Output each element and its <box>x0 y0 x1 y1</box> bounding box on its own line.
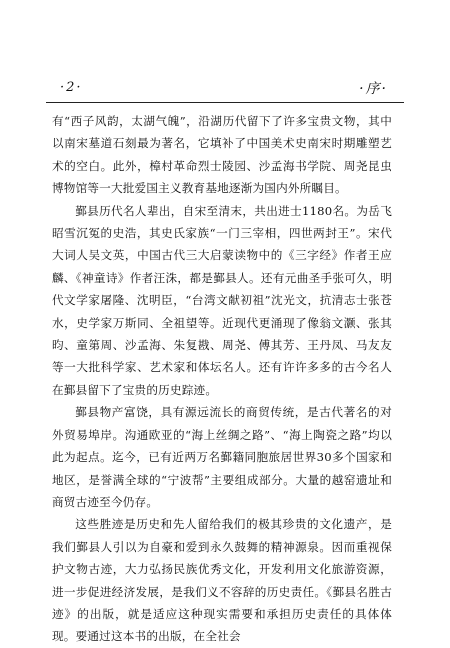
page-header <box>46 78 404 100</box>
paragraph-trade: 鄞县物产富饶，具有源远流长的商贸传统，是古代著名的对外贸易埠岸。沟通欧亚的“海上丝绸之路”、“海上陶瓷之路”均以此为起点。迄今，已有近两万名鄞籍同胞旅居世界30多个国家和地区，是誉满全球的“宁波帮”主要组成部分。大量的越窑遗址和商贸古迹至今仍存。 <box>52 405 392 509</box>
page-number: ·2· <box>60 80 83 95</box>
header-rule <box>46 102 404 103</box>
paragraph-continuation: 有“西子风韵，太湖气魄”，沿湖历代留下了许多宝贵文物，其中以南宋墓道石刻最为著名，它填补了中国美术史南宋时期雕塑艺术的空白。此外，樟村革命烈士陵园、沙孟海书学院、周尧昆虫博物馆等一大批爱国主义教育基地逐渐为国内外所瞩目。 <box>52 114 392 196</box>
body-text <box>52 110 392 648</box>
paragraph-notable-people: 鄞县历代名人辈出，自宋至清末，共出进士1180名。为岳飞昭雪沉冤的史浩，其史氏家族“一门三宰相，四世两封王”。宋代大词人吴文英，中国古代三大启蒙读物中的《三字经》作者王应麟、《神童诗》作者汪洙，都是鄞县人。还有元曲圣手张可久，明代文学家屠隆、沈明臣，“台湾文献初祖”沈光文，抗清志士张苍水，史学家万斯同、全祖望等。近现代更涌现了像翁文灏、张其昀、童第周、沙孟海、朱复戡、周尧、傅其芳、王丹凤、马友友等一大批科学家、艺术家和体坛名人。还有许许多多的古今名人在鄞县留下了宝贵的历史踪迹。 <box>52 203 392 397</box>
paragraph-heritage: 这些胜迹是历史和先人留给我们的极其珍贵的文化遗产，是我们鄞县人引以为自豪和爱到永久鼓舞的精神源泉。因而重视保护文物古迹，大力弘扬民族优秀文化，开发利用文化旅游资源，进一步促进经济发展，是我们义不容辞的历史责任。《鄞县名胜古迹》的出版，就是适应这种现实需要和承担历史责任的具体体现。要通过这本书的出版，在全社会 <box>52 517 392 644</box>
section-mark: ·序· <box>359 81 388 97</box>
